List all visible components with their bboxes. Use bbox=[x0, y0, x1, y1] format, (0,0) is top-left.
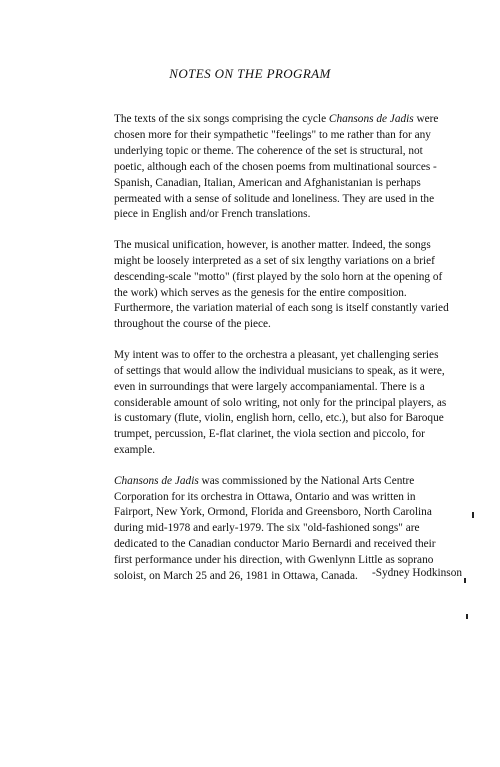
signature: -Sydney Hodkinson bbox=[371, 567, 462, 579]
paragraph bbox=[114, 238, 462, 333]
text-line: is customary (flute, violin, english horn, cello, etc.), but also for Baroque bbox=[114, 412, 444, 425]
text-line: The texts of the six songs comprising the cycle Chansons de Jadis were bbox=[114, 113, 439, 125]
text-line: Spanish, Canadian, Italian, American and Afghanistanian is perhaps bbox=[114, 176, 421, 189]
scan-mark bbox=[472, 512, 474, 518]
italic-title: Chansons de Jadis bbox=[328, 113, 414, 125]
paragraph bbox=[114, 112, 462, 223]
text-line: permeated with a sense of solitude and loneliness. They are used in the bbox=[114, 192, 435, 205]
paragraph bbox=[114, 348, 462, 459]
text-line: My intent was to offer to the orchestra a pleasant, yet challenging series bbox=[114, 348, 439, 361]
italic-title: Chansons de Jadis bbox=[114, 474, 199, 487]
text-line: underlying topic or theme. The coherence of the set is structural, not bbox=[114, 144, 423, 157]
text-line: The musical unification, however, is another matter. Indeed, the songs bbox=[114, 238, 431, 251]
text-line: of settings that would allow the individual musicians to speak, as it were, bbox=[114, 364, 445, 377]
text-line: during mid-1978 and early-1979. The six "old-fashioned songs" are bbox=[114, 522, 420, 535]
scan-mark bbox=[464, 578, 466, 583]
text-line: piece in English and/or French translations. bbox=[114, 208, 311, 221]
text-line: considerable amount of solo writing, not only for the principal players, as bbox=[114, 396, 447, 409]
text-line: poetic, although each of the chosen poems from multinational sources - bbox=[114, 160, 437, 173]
text-line: throughout the course of the piece. bbox=[114, 318, 271, 331]
text-line: first performance under his direction, with Gwenlynn Little as soprano bbox=[114, 554, 434, 567]
text-line: trumpet, percussion, E-flat clarinet, the viola section and piccolo, for bbox=[114, 428, 425, 441]
text-line: the work) which serves as the genesis for the entire composition. bbox=[114, 286, 407, 299]
text-line: Corporation for its orchestra in Ottawa, Ontario and was written in bbox=[114, 490, 416, 503]
scan-mark bbox=[466, 614, 468, 619]
text-line: even in surroundings that were largely accompaniamental. There is a bbox=[114, 380, 425, 393]
page-title: NOTES ON THE PROGRAM bbox=[169, 66, 331, 81]
text-line: might be loosely interpreted as a set of six lengthy variations on a brief bbox=[114, 254, 435, 267]
text-line: Furthermore, the variation material of each song is itself constantly varied bbox=[114, 302, 449, 315]
text-line: dedicated to the Canadian conductor Mario Bernardi and received their bbox=[114, 538, 436, 551]
text-line: Fairport, New York, Ormond, Florida and Greensboro, North Carolina bbox=[114, 506, 432, 519]
notes-body bbox=[114, 112, 462, 599]
text-line: Chansons de Jadis was commissioned by the National Arts Centre bbox=[114, 474, 415, 487]
text-line: example. bbox=[114, 444, 156, 457]
text-line: chosen more for their sympathetic "feelings" to me rather than for any bbox=[114, 128, 431, 141]
text-line: soloist, on March 25 and 26, 1981 in Ottawa, Canada. bbox=[114, 570, 358, 583]
text-line: descending-scale "motto" (first played by the solo horn at the opening of bbox=[114, 270, 443, 283]
